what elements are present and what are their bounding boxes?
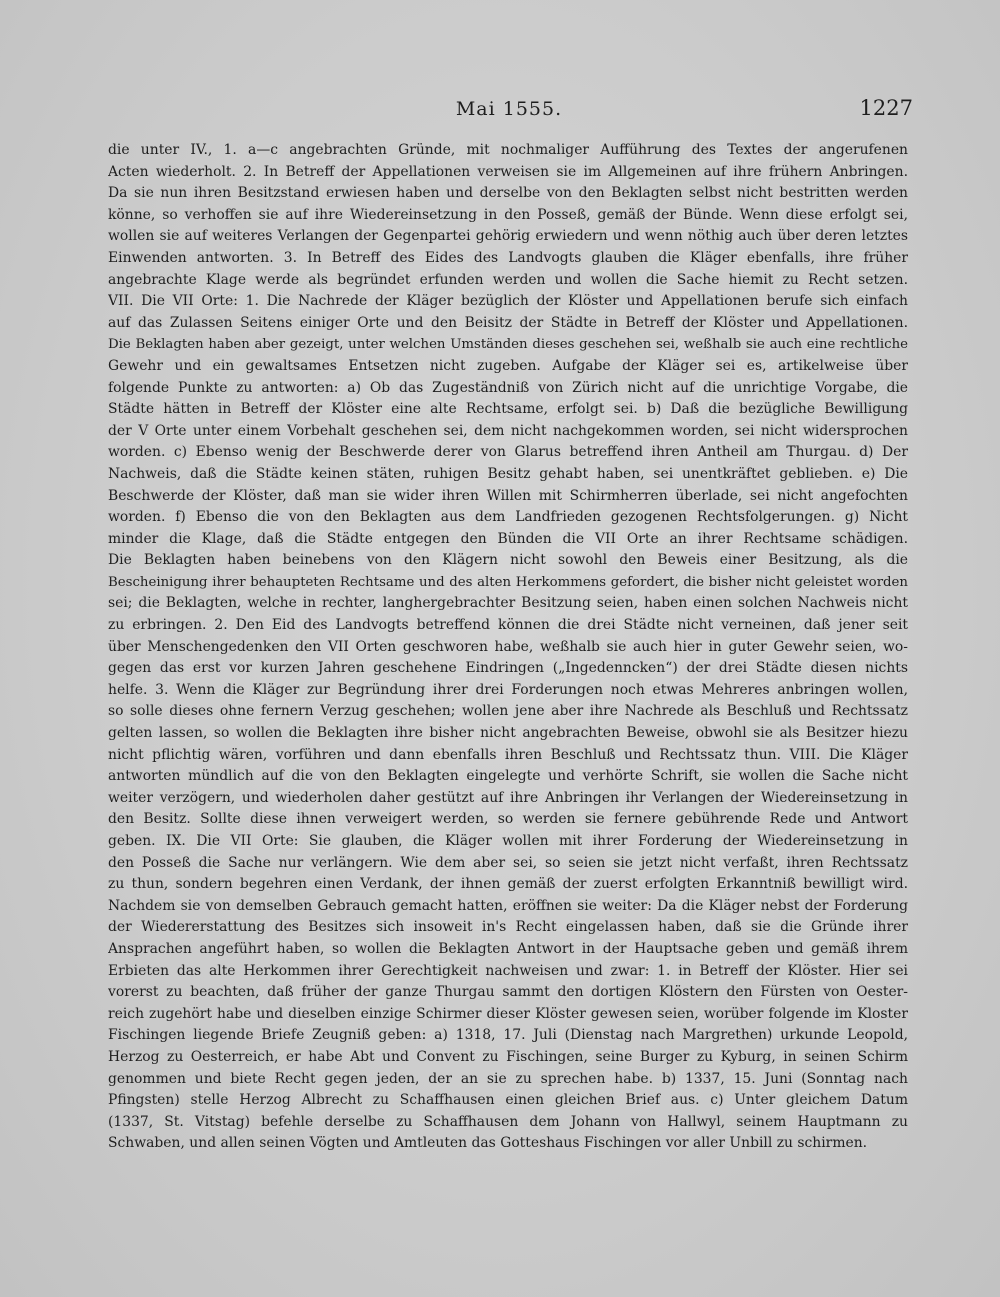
text-line: Ansprachen angeführt haben, so wollen die Beklagten Antwort in der Hauptsache geben und gemäß ihrem <box>108 940 908 957</box>
text-line: so solle dieses ohne fernern Verzug geschehen; wollen jene aber ihre Nachrede als Beschluß und Rechtssatz <box>108 703 908 720</box>
text-line: wollen sie auf weiteres Verlangen der Gegenpartei gehörig erwiedern und wenn nöthig auch über deren letztes <box>108 228 908 245</box>
page-number: 1227 <box>859 96 913 120</box>
text-line: Fischingen liegende Briefe Zeugniß geben: a) 1318, 17. Juli (Dienstag nach Margrethen) urkunde Leopold, <box>108 1027 908 1044</box>
text-line: auf das Zulassen Seitens einiger Orte und den Beisitz der Städte in Betreff der Klöster und Appellationen. <box>108 314 908 331</box>
text-line: reich zugehört habe und dieselben einzige Schirmer dieser Klöster gewesen seien, worüber folgende im Kloster <box>108 1005 908 1022</box>
text-line: antworten mündlich auf die von den Beklagten eingelegte und verhörte Schrift, sie wollen die Sache nicht <box>108 768 908 785</box>
text-line: worden. f) Ebenso die von den Beklagten aus dem Landfrieden gezogenen Rechtsfolgerungen. g) Nicht <box>108 509 908 526</box>
text-line: Die Beklagten haben beinebens von den Klägern nicht sowohl den Beweis einer Besitzung, als die <box>108 552 908 569</box>
text-line: Gewehr und ein gewaltsames Entsetzen nicht zugeben. Aufgabe der Kläger sei es, artikelweise über <box>108 357 908 374</box>
text-line: den Posseß die Sache nur verlängern. Wie dem aber sei, so seien sie jetzt nicht verfaßt, ihren Rechtssatz <box>108 854 908 871</box>
text-line: vorerst zu beachten, daß früher der ganze Thurgau sammt den dortigen Klöstern den Fürsten von Oester- <box>108 984 908 1001</box>
text-line: weiter verzögern, und wiederholen daher gestützt auf ihre Anbringen ihr Verlangen der Wiedereinsetzung in <box>108 789 908 806</box>
text-line: Städte hätten in Betreff der Klöster eine alte Rechtsame, erfolgt sei. b) Daß die bezügliche Bewilligung <box>108 401 908 418</box>
text-line: (1337, St. Vitstag) befehle derselbe zu Schaffhausen dem Johann von Hallwyl, seinem Hauptmann zu <box>108 1113 908 1130</box>
text-line: sei; die Beklagten, welche in rechter, langhergebrachter Besitzung seien, haben einen solchen Nachweis nicht <box>108 595 908 612</box>
text-line: könne, so verhoffen sie auf ihre Wiedereinsetzung in den Posseß, gemäß der Bünde. Wenn diese erfolgt sei, <box>108 206 908 223</box>
text-line: geben. IX. Die VII Orte: Sie glauben, die Kläger wollen mit ihrer Forderung der Wiedereinsetzung in <box>108 833 908 849</box>
text-line: Die Beklagten haben aber gezeigt, unter welchen Umständen dieses geschehen sei, weßhalb sie auch eine rechtliche <box>108 337 908 353</box>
text-line: über Menschengedenken den VII Orten geschworen habe, weßhalb sie auch hier in guter Gewehr seien, wo- <box>108 638 908 655</box>
text-line: Beschwerde der Klöster, daß man sie wider ihren Willen mit Schirmherren überlade, sei nicht angefochten <box>108 487 908 504</box>
text-line: den Besitz. Sollte diese ihnen verweigert werden, so werden sie fernere gebührende Rede und Antwort <box>108 811 908 828</box>
text-line: Pfingsten) stelle Herzog Albrecht zu Schaffhausen einen gleichen Brief aus. c) Unter gleichem Datum <box>108 1092 908 1109</box>
text-line: angebrachte Klage werde als begründet erfunden werden und wollen die Sache hiemit zu Recht setzen. <box>108 271 908 288</box>
text-line: Erbieten das alte Herkommen ihrer Gerechtigkeit nachweisen und zwar: 1. in Betreff der Klöster. Hier sei <box>108 962 908 979</box>
text-line: die unter IV., 1. a—c angebrachten Gründe, mit nochmaliger Aufführung des Textes der angerufenen <box>108 142 908 158</box>
text-line: der Wiedererstattung des Besitzes sich insoweit in's Recht eingelassen haben, daß sie die Gründe ihrer <box>108 919 908 936</box>
text-line: genommen und biete Recht gegen jeden, der an sie zu sprechen habe. b) 1337, 15. Juni (Sonntag nach <box>108 1070 908 1087</box>
text-line: worden. c) Ebenso wenig der Beschwerde derer von Glarus betreffend ihren Antheil am Thurgau. d) Der <box>108 444 908 461</box>
text-line: Da sie nun ihren Besitzstand erwiesen haben und derselbe von den Beklagten selbst nicht bestritten werden <box>108 185 908 202</box>
text-line: gelten lassen, so wollen die Beklagten ihre bisher nicht angebrachten Beweise, obwohl sie als Besitzer hiezu <box>108 725 908 742</box>
text-line: zu thun, sondern begehren einen Verdank, der ihnen gemäß der zuerst erfolgten Erkanntniß bewilligt wird. <box>108 876 908 893</box>
text-line: der V Orte unter einem Vorbehalt geschehen sei, dem nicht nachgekommen worden, sei nicht widersprochen <box>108 422 908 439</box>
text-line: Acten wiederholt. 2. In Betreff der Appellationen verweisen sie im Allgemeinen auf ihre frühern Anbringen. <box>108 163 908 180</box>
text-line: minder die Klage, daß die Städte entgegen den Bünden die VII Orte an ihrer Rechtsame schädigen. <box>108 530 908 547</box>
text-line: Nachweis, daß die Städte keinen stäten, ruhigen Besitz gehabt haben, sei unentkräftet geblieben. e) Die <box>108 465 908 482</box>
text-line: helfe. 3. Wenn die Kläger zur Begründung ihrer drei Forderungen noch etwas Mehreres anbringen wollen, <box>108 681 908 698</box>
text-line: Herzog zu Oesterreich, er habe Abt und Convent zu Fischingen, seine Burger zu Kyburg, in seinen Schirm <box>108 1048 908 1065</box>
text-line: Schwaben, und allen seinen Vögten und Amtleuten das Gotteshaus Fischingen vor aller Unbill zu schirmen. <box>108 1135 868 1152</box>
running-head <box>105 96 913 126</box>
text-line: gegen das erst vor kurzen Jahren geschehene Eindringen („Ingedenncken“) der drei Städte diesen nichts <box>108 660 908 677</box>
text-line: nicht pflichtig wären, vorführen und dann ebenfalls ihren Beschluß und Rechtssatz thun. VIII. Die Kläger <box>108 746 908 763</box>
body-text <box>108 140 908 1155</box>
page-header-title: Mai 1555. <box>455 98 563 120</box>
text-line: folgende Punkte zu antworten: a) Ob das Zugeständniß von Zürich nicht auf die unrichtige Vorgabe, die <box>108 379 908 396</box>
text-line: Nachdem sie von demselben Gebrauch gemacht hatten, eröffnen sie weiter: Da die Kläger nebst der Forderung <box>108 897 908 914</box>
text-line: Einwenden antworten. 3. In Betreff des Eides des Landvogts glauben die Kläger ebenfalls, ihre früher <box>108 249 908 266</box>
text-line: zu erbringen. 2. Den Eid des Landvogts betreffend können die drei Städte nicht verneinen, daß jener seit <box>108 617 908 634</box>
text-line: VII. Die VII Orte: 1. Die Nachrede der Kläger bezüglich der Klöster und Appellationen berufe sich einfach <box>108 293 908 310</box>
text-line: Bescheinigung ihrer behaupteten Rechtsame und des alten Herkommens gefordert, die bisher nicht geleistet worden <box>108 574 908 590</box>
